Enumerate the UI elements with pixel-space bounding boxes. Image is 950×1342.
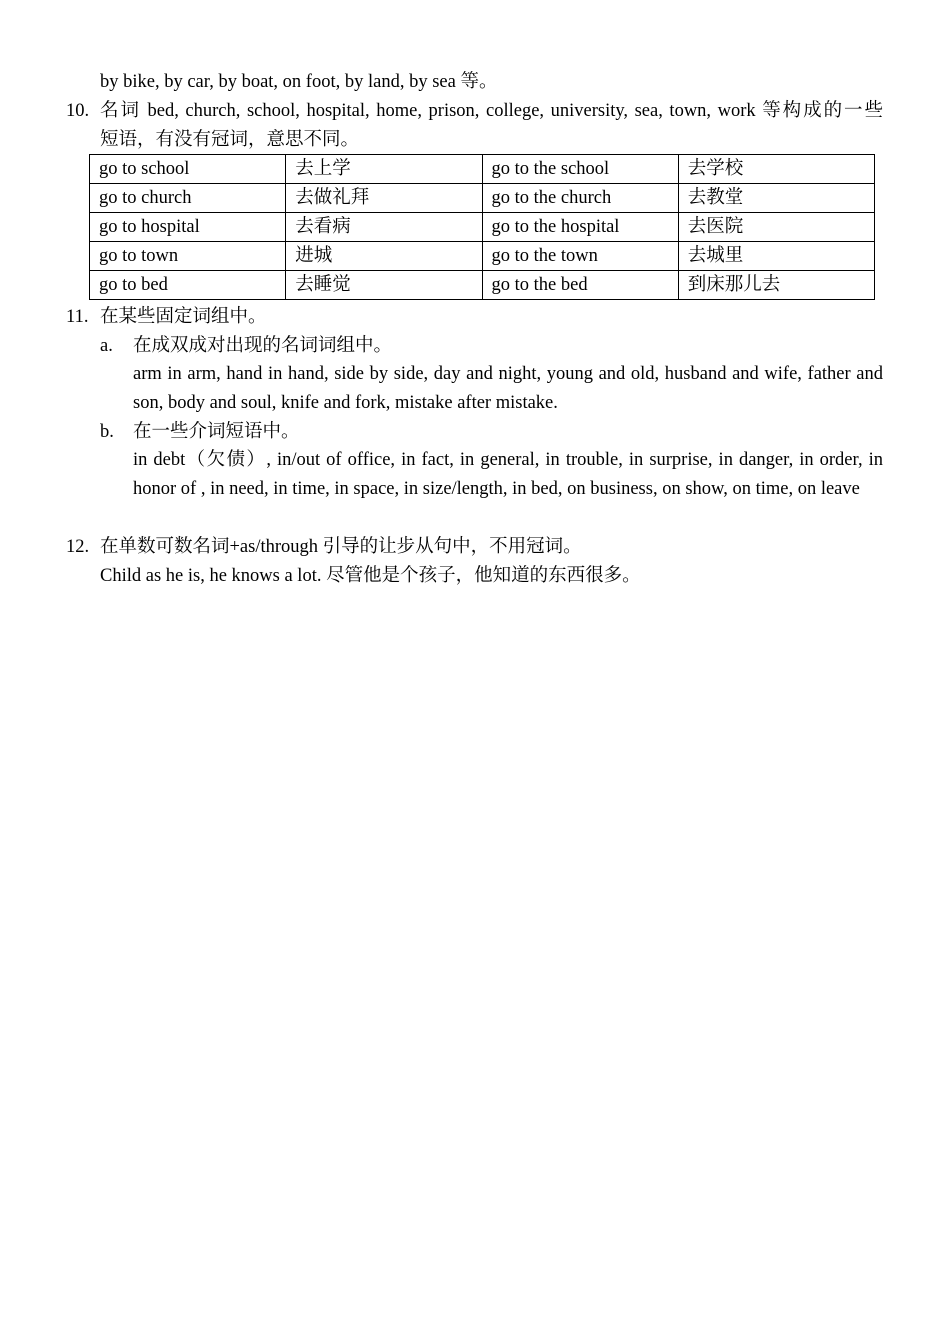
item-11b-example: in debt（欠债）, in/out of office, in fact, in general, in trouble, in surprise, in danger, in order, in honor of , in need, in time, in space, in size/length, in bed, on business, on show, on time, on leave [133,450,883,499]
article-phrase-table [89,154,875,300]
table-cell: 到床那儿去 [678,271,874,300]
table-cell: go to town [90,242,286,271]
table-cell: go to school [90,155,286,184]
item-11b-marker: b. [100,422,114,442]
item-10-text-line1: 名词 bed, church, school, hospital, home, prison, college, university, sea, town, work 等构成的一些 [100,101,883,121]
item-11-number: 11. [66,307,89,327]
item-11a-title: 在成双成对出现的名词词组中。 [133,336,393,356]
table-row [90,184,875,213]
table-cell: 去城里 [678,242,874,271]
table-cell: go to the hospital [482,213,678,242]
table-cell: go to the bed [482,271,678,300]
table-cell: 去教堂 [678,184,874,213]
table-cell: 去睡觉 [286,271,482,300]
item-11a-example: arm in arm, hand in hand, side by side, day and night, young and old, husband and wife, father and son, body and soul, knife and fork, mistake after mistake. [133,364,883,413]
table-cell: go to church [90,184,286,213]
table-cell: 去医院 [678,213,874,242]
table-cell: go to bed [90,271,286,300]
item-11b-title: 在一些介词短语中。 [133,422,300,442]
table-row [90,155,875,184]
item-12-example: Child as he is, he knows a lot. 尽管他是个孩子，他知道的东西很多。 [100,566,641,586]
table-cell: 去上学 [286,155,482,184]
item-10-text-line2: 短语，有没有冠词，意思不同。 [100,130,360,150]
intro-line: by bike, by car, by boat, on foot, by land, by sea 等。 [100,72,498,92]
item-11-text: 在某些固定词组中。 [100,307,267,327]
item-12-text: 在单数可数名词+as/through 引导的让步从句中，不用冠词。 [100,537,582,557]
table-cell: go to the school [482,155,678,184]
table-cell: go to hospital [90,213,286,242]
table-cell: 去做礼拜 [286,184,482,213]
table-cell: 去看病 [286,213,482,242]
item-12-number: 12. [66,537,90,557]
table-cell: 去学校 [678,155,874,184]
table-cell: 进城 [286,242,482,271]
table-row [90,213,875,242]
item-10-number: 10. [66,101,90,121]
table-row [90,242,875,271]
table-row [90,271,875,300]
table-cell: go to the church [482,184,678,213]
table-cell: go to the town [482,242,678,271]
item-11a-marker: a. [100,336,113,356]
